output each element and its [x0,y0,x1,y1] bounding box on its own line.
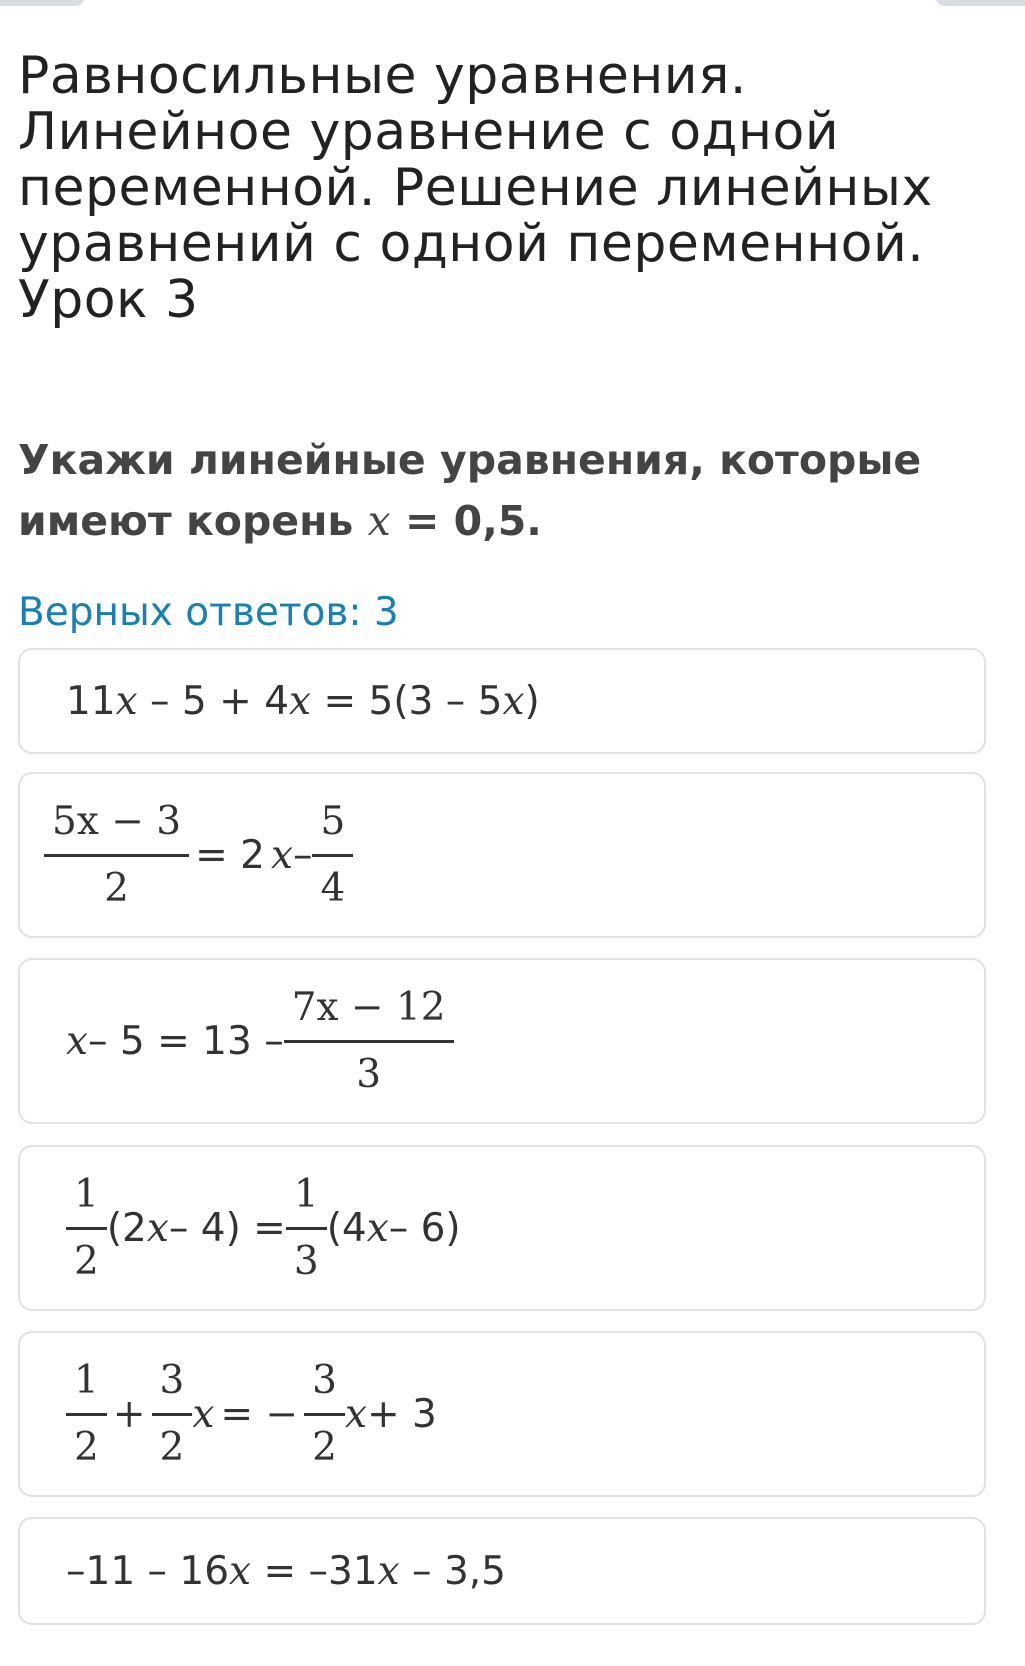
question-text [18,430,1008,552]
option-1-equation: 11x – 5 + 4x = 5(3 – 5x) [66,678,540,724]
option-4-fraction-right: $\frac{1}{3}$ [286,1163,327,1294]
option-3-fraction: $\frac{7x - 12}{3}$ [284,976,454,1107]
lesson-title: Равносильные уравнения. Линейное уравнение с одной переменной. Решение линейных уравнений с одной переменной. Урок 3 [18,46,933,330]
question-value: = 0,5. [390,497,542,545]
option-5-fraction-3: $\frac{3}{2}$ [304,1349,345,1480]
answer-option-5[interactable]: $\frac{1}{2}$ + $\frac{3}{2}$ x = − $\frac{3}{2}$ x + 3 [18,1331,986,1497]
answer-option-6[interactable] [18,1517,986,1625]
option-2-fraction-right: $\frac{5}{4}$ [312,790,353,921]
answer-option-4[interactable]: $\frac{1}{2}$ (2 x – 4) = $\frac{1}{3}$ (4 x – 6) [18,1145,986,1311]
option-2-fraction-left: $\frac{5x - 3}{2}$ [44,790,189,921]
question-variable: x [367,497,391,545]
answer-option-1[interactable] [18,648,986,754]
answer-option-2[interactable]: $\frac{5x - 3}{2}$ = 2 x – $\frac{5}{4}$ [18,772,986,938]
option-6-equation: –11 – 16x = –31x – 3,5 [66,1548,506,1594]
correct-answers-count: Верных ответов: 3 [18,590,399,635]
option-4-fraction-left: $\frac{1}{2}$ [66,1163,107,1294]
option-5-fraction-1: $\frac{1}{2}$ [66,1349,107,1480]
question-prompt: Укажи линейные уравнения, которые имеют корень [18,436,922,545]
next-tab[interactable] [935,0,1025,6]
previous-tab[interactable] [0,0,85,6]
option-5-fraction-2: $\frac{3}{2}$ [152,1349,193,1480]
answer-option-3[interactable]: x – 5 = 13 – $\frac{7x - 12}{3}$ [18,958,986,1124]
